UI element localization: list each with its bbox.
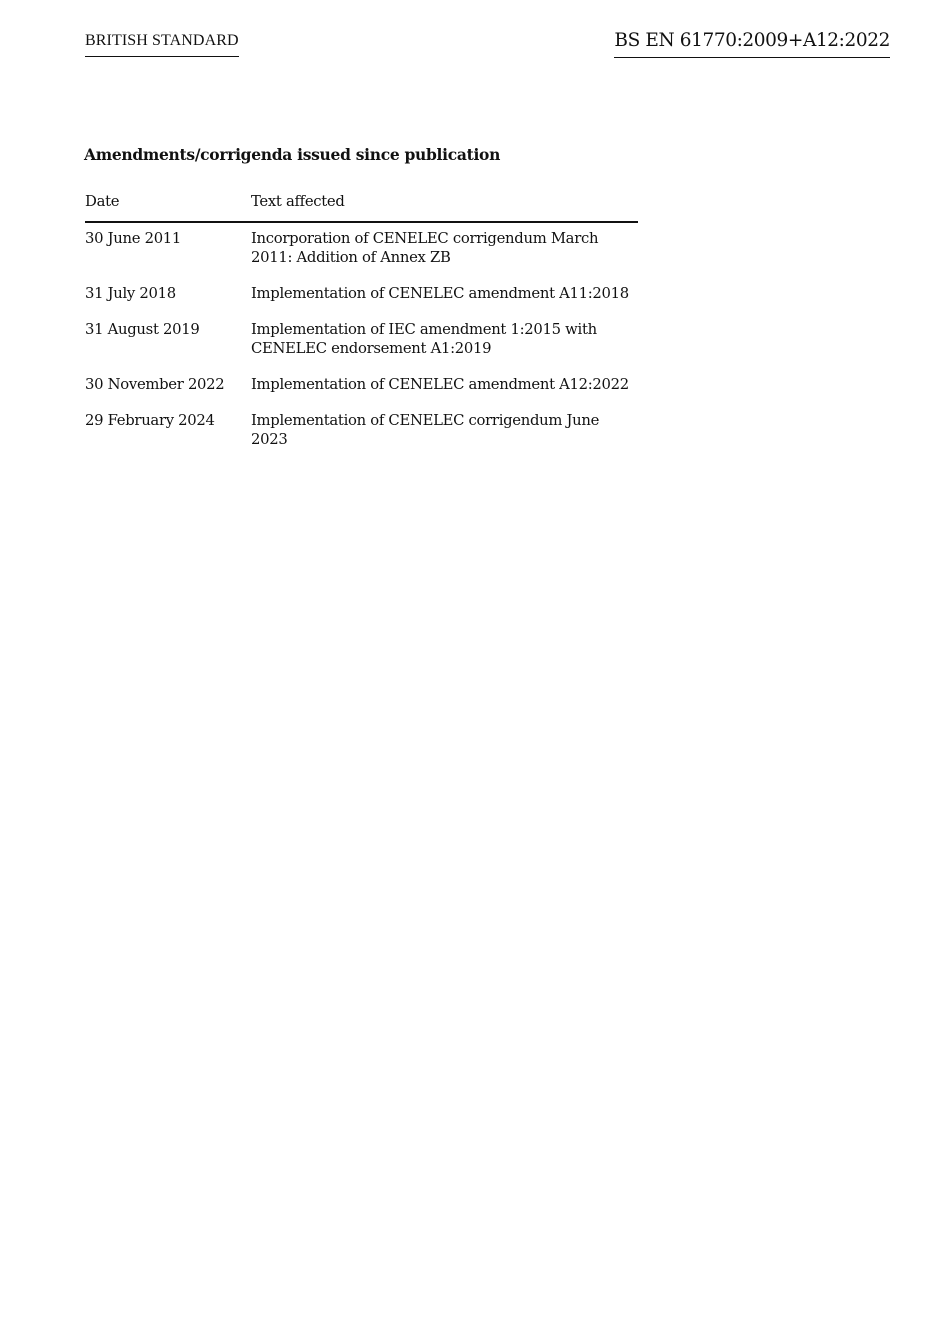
- column-header-date: Date: [85, 190, 251, 222]
- table-row: [85, 314, 638, 369]
- table-row: [85, 369, 638, 405]
- standard-category-label: BRITISH STANDARD: [85, 31, 239, 57]
- section-title: Amendments/corrigenda issued since publication: [84, 145, 501, 164]
- row-date: 30 November 2022: [85, 376, 225, 393]
- row-date: 29 February 2024: [85, 412, 215, 429]
- row-text-affected: Implementation of CENELEC corrigendum June 2023: [251, 412, 600, 448]
- row-date: 31 July 2018: [85, 285, 176, 302]
- table-row: [85, 405, 638, 460]
- row-text-affected: Incorporation of CENELEC corrigendum March 2011: Addition of Annex ZB: [251, 230, 599, 266]
- amendments-table: [85, 190, 638, 460]
- row-text-affected: Implementation of CENELEC amendment A11:2018: [251, 285, 629, 302]
- row-text-affected: Implementation of CENELEC amendment A12:2022: [251, 376, 629, 393]
- row-text-affected: Implementation of IEC amendment 1:2015 with CENELEC endorsement A1:2019: [251, 321, 597, 357]
- table-row: [85, 222, 638, 278]
- table-row: [85, 278, 638, 314]
- row-date: 31 August 2019: [85, 321, 200, 338]
- column-header-text-affected: Text affected: [251, 190, 638, 222]
- row-date: 30 June 2011: [85, 230, 182, 247]
- table-header-row: [85, 190, 638, 222]
- standard-number-label: BS EN 61770:2009+A12:2022: [614, 30, 890, 58]
